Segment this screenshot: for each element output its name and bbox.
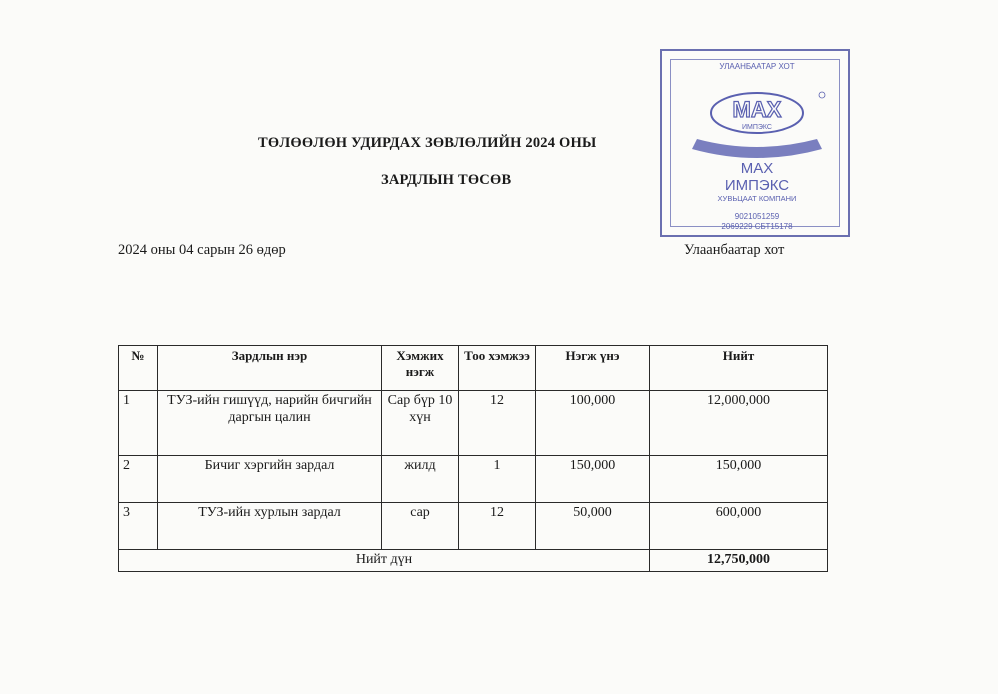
header-price: Нэгж үнэ <box>536 346 650 391</box>
row-price: 50,000 <box>536 503 650 550</box>
document-city: Улаанбаатар хот <box>684 242 785 258</box>
row-unit: сар <box>382 503 459 550</box>
stamp-logo-emblem <box>692 92 825 158</box>
header-unit: Хэмжих нэгж <box>382 346 459 391</box>
row-no: 2 <box>119 456 158 503</box>
table-row <box>119 503 828 550</box>
budget-table <box>118 345 828 572</box>
row-price: 150,000 <box>536 456 650 503</box>
stamp-company-type: ХУВЬЦААТ КОМПАНИ <box>717 194 797 203</box>
row-price: 100,000 <box>536 391 650 456</box>
row-qty: 12 <box>459 391 536 456</box>
document-title-line2: ЗАРДЛЫН ТӨСӨВ <box>381 172 512 188</box>
stamp-name-line2: ИМПЭКС <box>724 177 790 194</box>
row-total: 600,000 <box>650 503 828 550</box>
header-qty: Тоо хэмжээ <box>459 346 536 391</box>
stamp-reg1: 9021051259 <box>734 212 780 221</box>
row-qty: 12 <box>459 503 536 550</box>
row-total: 12,000,000 <box>650 391 828 456</box>
document-date: 2024 оны 04 сарын 26 өдөр <box>118 242 286 258</box>
row-name: ТУЗ-ийн хурлын зардал <box>158 503 382 550</box>
stamp-name-line1: МАХ <box>740 160 774 177</box>
table-header-row <box>119 346 828 391</box>
table-row <box>119 391 828 456</box>
row-no: 3 <box>119 503 158 550</box>
svg-text:ИМПЭКС: ИМПЭКС <box>742 124 772 131</box>
stamp-reg2: 2069229 СБТ15178 <box>721 222 793 231</box>
row-unit: жилд <box>382 456 459 503</box>
stamp-top-text: УЛААНБААТАР ХОТ <box>719 62 795 71</box>
table-footer-row <box>119 550 828 572</box>
row-qty: 1 <box>459 456 536 503</box>
row-name: Бичиг хэргийн зардал <box>158 456 382 503</box>
row-name: ТУЗ-ийн гишүүд, нарийн бичгийн даргын цалин <box>158 391 382 456</box>
row-total: 150,000 <box>650 456 828 503</box>
document-title-line1: ТӨЛӨӨЛӨН УДИРДАХ ЗӨВЛӨЛИЙН 2024 ОНЫ <box>258 135 597 151</box>
table-row <box>119 456 828 503</box>
stamp-graphic <box>662 51 852 239</box>
company-stamp <box>660 49 850 237</box>
row-unit: Сар бүр 10 хүн <box>382 391 459 456</box>
row-no: 1 <box>119 391 158 456</box>
footer-total: 12,750,000 <box>650 550 828 572</box>
footer-label: Нийт дүн <box>119 550 650 572</box>
header-no: № <box>119 346 158 391</box>
header-total: Нийт <box>650 346 828 391</box>
header-name: Зардлын нэр <box>158 346 382 391</box>
svg-text:МАХ: МАХ <box>732 97 782 122</box>
